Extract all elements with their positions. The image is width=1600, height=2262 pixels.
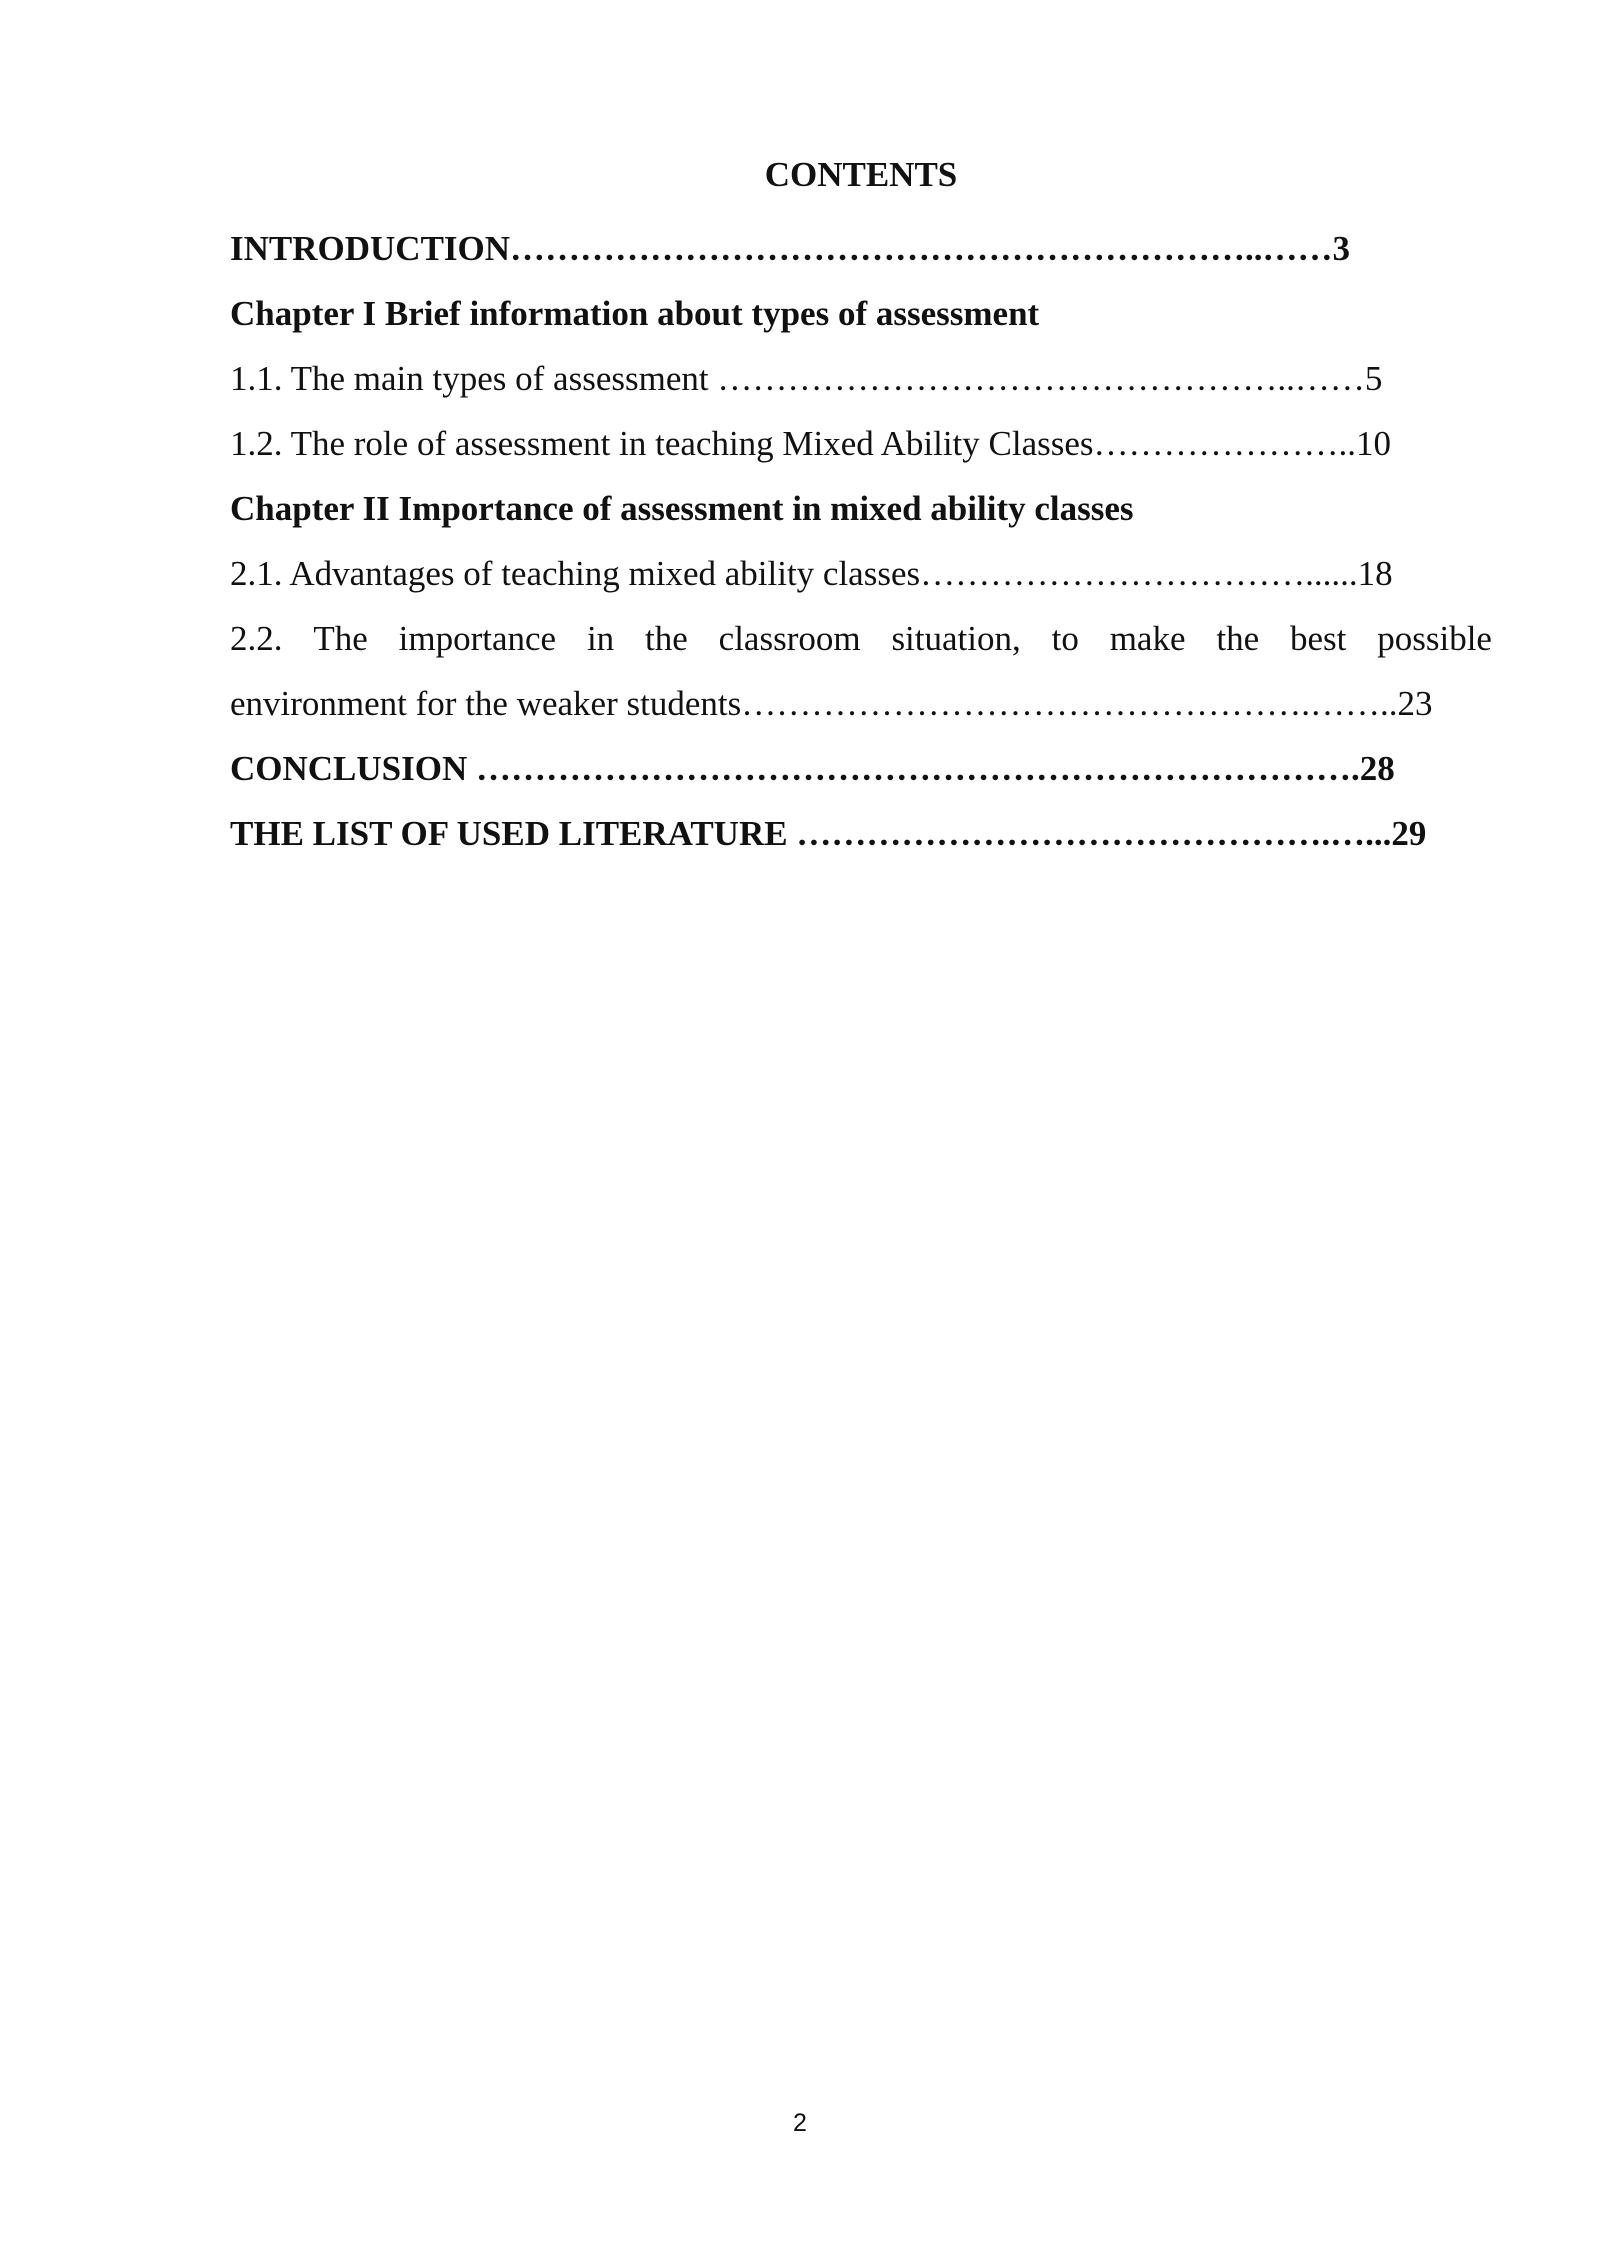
toc-word: situation, [891, 619, 1021, 658]
toc-entry-1-2: 1.2. The role of assessment in teaching Mixed Ability Classes…………………..10 [230, 424, 1392, 463]
toc-entry-conclusion: CONCLUSION ………………………………………………………………….28 [230, 749, 1395, 788]
toc-word: the [1216, 619, 1260, 658]
toc-word: 2.2. [230, 619, 283, 658]
toc-chapter-2-heading: Chapter II Importance of assessment in mixed ability classes [230, 489, 1134, 528]
toc-entry-2-2-line-2: environment for the weaker students………………………………………….……..23 [230, 684, 1433, 723]
toc-word: to [1051, 619, 1079, 658]
toc-chapter-1-heading: Chapter I Brief information about types of assessment [230, 294, 1040, 333]
toc-word: the [645, 619, 688, 658]
toc-entry-2-2-line-1 [230, 606, 1492, 671]
toc-word: classroom [718, 619, 861, 658]
toc-word: make [1109, 619, 1186, 658]
toc-entry-2-1: 2.1. Advantages of teaching mixed ability classes……………………………......18 [230, 554, 1393, 593]
toc-entry-literature: THE LIST OF USED LITERATURE ……………………………………….…...29 [230, 814, 1427, 853]
page-number: 2 [793, 2109, 807, 2137]
toc-entry-introduction: INTRODUCTION………………………………………………………..……3 [230, 229, 1351, 268]
toc-word: The [313, 619, 368, 658]
toc-entry-1-1: 1.1. The main types of assessment …………………………………………..……5 [230, 359, 1383, 398]
toc-word: best [1289, 619, 1347, 658]
table-of-contents [230, 150, 1492, 866]
toc-word: importance [398, 619, 557, 658]
toc-word: possible [1377, 619, 1492, 658]
toc-title: CONTENTS [764, 155, 958, 194]
toc-word: in [586, 619, 615, 658]
